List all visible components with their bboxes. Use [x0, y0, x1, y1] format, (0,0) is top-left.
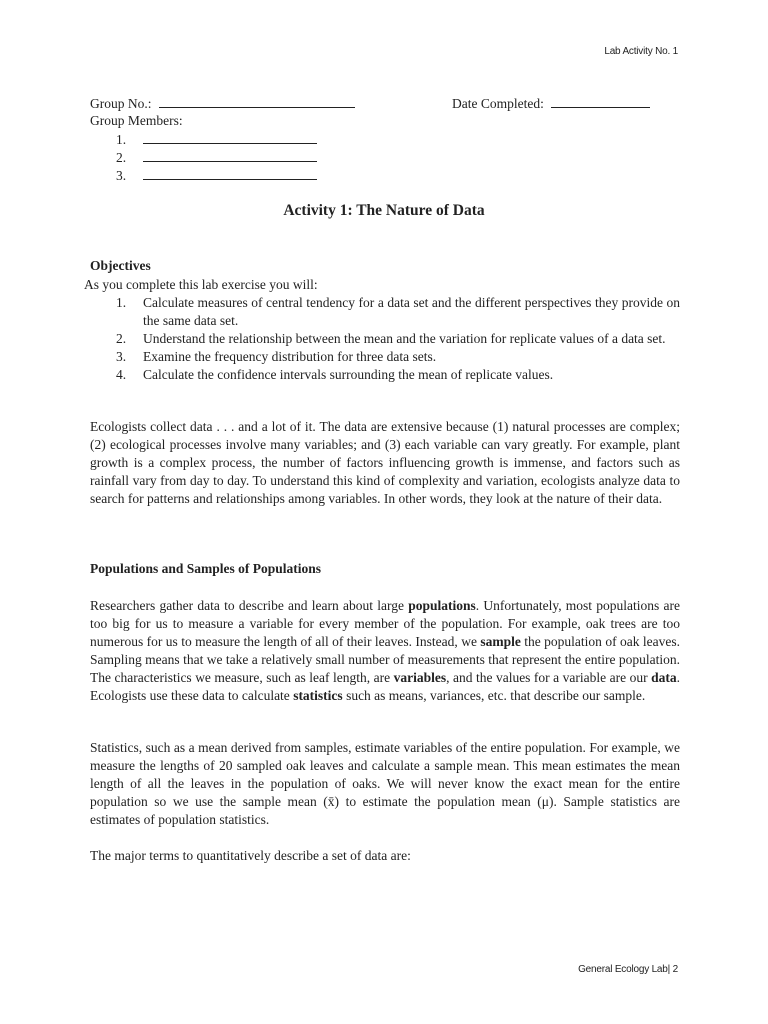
running-header: Lab Activity No. 1 — [604, 46, 678, 57]
list-number: 2. — [116, 331, 127, 346]
list-item — [116, 294, 680, 330]
date-completed-label: Date Completed: — [452, 96, 544, 111]
objectives-heading: Objectives — [90, 258, 151, 273]
list-item — [116, 330, 680, 348]
list-number: 1. — [116, 295, 127, 310]
group-no-blank — [159, 94, 355, 108]
member-line-2 — [116, 148, 317, 167]
member-line-3 — [116, 166, 317, 185]
member-number: 3. — [116, 168, 127, 183]
list-item — [116, 348, 680, 366]
page-title: Activity 1: The Nature of Data — [283, 202, 485, 219]
term-sample: sample — [480, 634, 521, 649]
text-run: . Unfortunately, most populations are too big for us to measure a variable for every member of the population. For example, oak trees are too numerous for us to measure the length of all of their leaves. Instead, we — [90, 598, 680, 649]
member-blank — [143, 148, 317, 162]
running-footer: General Ecology Lab| 2 — [578, 964, 678, 975]
text-run: . Ecologists use these data to calculate — [90, 670, 680, 703]
group-members-label: Group Members: — [90, 113, 183, 128]
member-blank — [143, 166, 317, 180]
group-no-field — [90, 94, 355, 113]
section-heading: Populations and Samples of Populations — [90, 561, 322, 576]
member-number: 2. — [116, 150, 127, 165]
populations-paragraph — [90, 597, 680, 705]
text-run: the population of oak leaves. Sampling means that we take a relatively small number of measurements that represent the entire population. The characteristics we measure, such as leaf length, are — [90, 634, 680, 685]
text-run: such as means, variances, etc. that describe our sample. — [342, 688, 646, 703]
term-populations: populations — [408, 598, 476, 613]
objectives-list — [116, 294, 680, 384]
list-number: 3. — [116, 349, 127, 364]
term-statistics: statistics — [293, 688, 343, 703]
text-run: , and the values for a variable are our — [446, 670, 652, 685]
member-line-1 — [116, 130, 317, 149]
date-completed-blank — [551, 94, 650, 108]
intro-paragraph: Ecologists collect data . . . and a lot of it. The data are extensive because (1) natural processes are complex; (2) ecological processes involve many variables; and (3) each variable can vary greatly. For example, plant growth is a complex process, the number of factors influencing growth is immense, and factors such as rainfall vary from day to day. To understand this kind of complexity and variation, ecologists analyze data to search for patterns and relationships among variables. In other words, they look at the nature of their data. — [90, 419, 680, 506]
member-blank — [143, 130, 317, 144]
objectives-intro: As you complete this lab exercise you will: — [84, 277, 318, 292]
term-variables: variables — [393, 670, 447, 685]
list-item — [116, 366, 680, 384]
term-data: data — [651, 670, 677, 685]
list-text: Calculate the confidence intervals surrounding the mean of replicate values. — [143, 367, 554, 382]
date-completed-field — [452, 94, 650, 113]
list-text: Examine the frequency distribution for three data sets. — [143, 349, 437, 364]
statistics-paragraph: Statistics, such as a mean derived from samples, estimate variables of the entire population. For example, we measure the lengths of 20 sampled oak leaves and calculate a sample mean. This mean estimates the mean length of all the leaves in the population of oaks. We will never know the exact mean for the entire population so we use the sample mean (x̄) to estimate the population mean (μ). Sample statistics are estimates of population statistics. — [90, 740, 680, 827]
major-terms-paragraph: The major terms to quantitatively describe a set of data are: — [90, 848, 411, 863]
text-run: Researchers gather data to describe and learn about large — [90, 598, 409, 613]
member-number: 1. — [116, 132, 127, 147]
list-number: 4. — [116, 367, 127, 382]
list-text: Calculate measures of central tendency for a data set and the different perspectives they provide on the same data set. — [143, 295, 680, 328]
group-no-label: Group No.: — [90, 96, 152, 111]
list-text: Understand the relationship between the mean and the variation for replicate values of a data set. — [143, 331, 666, 346]
